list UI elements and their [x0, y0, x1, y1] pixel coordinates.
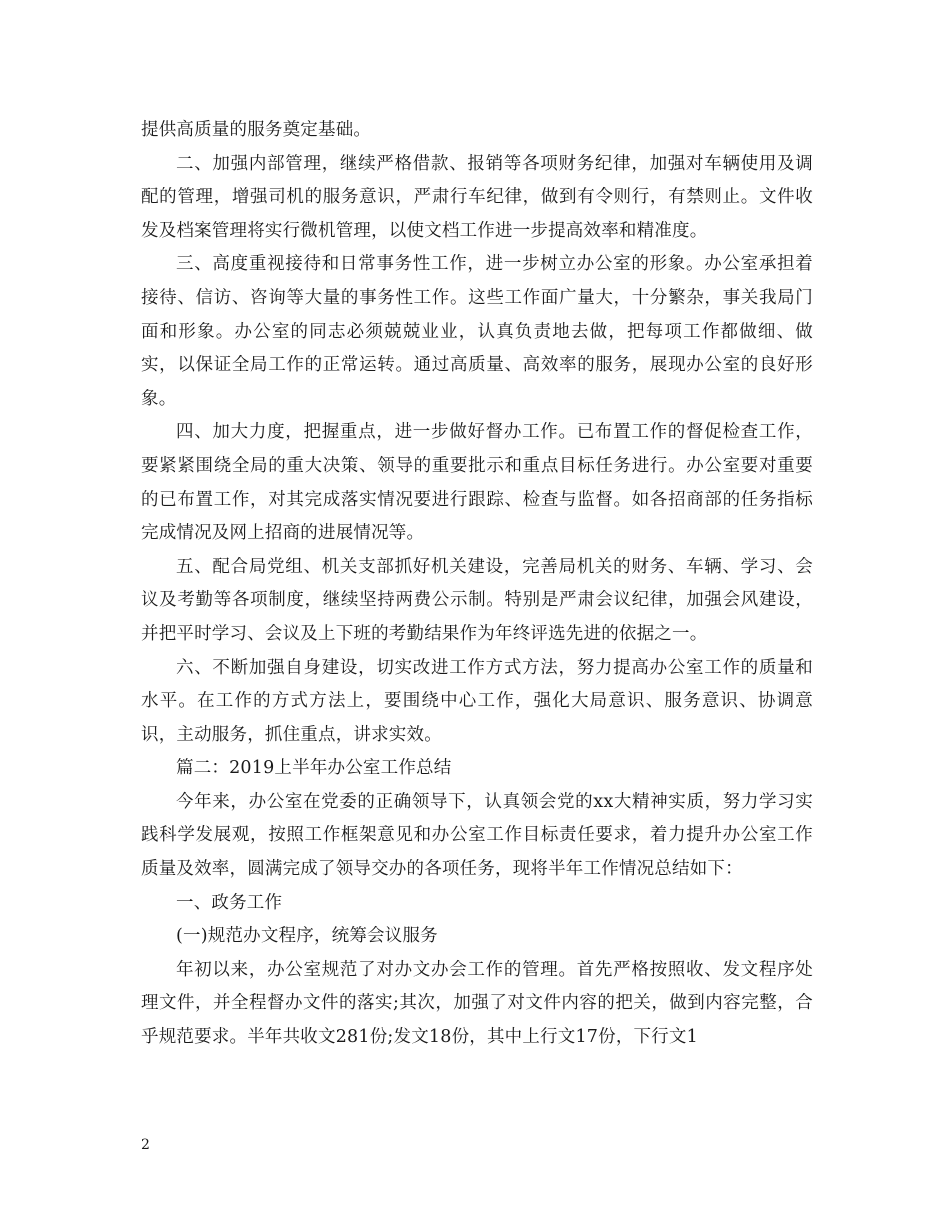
paragraph-item-3: 三、高度重视接待和日常事务性工作，进一步树立办公室的形象。办公室承担着接待、信访、咨询等大量的事务性工作。这些工作面广量大，十分繁杂，事关我局门面和形象。办公室的同志必须兢兢业业，认真负责地去做，把每项工作都做细、做实，以保证全局工作的正常运转。通过高质量、高效率的服务，展现办公室的良好形象。	[141, 254, 813, 409]
intro-paragraph: 今年来，办公室在党委的正确领导下，认真领会党的xx大精神实质，努力学习实践科学发展观，按照工作框架意见和办公室工作目标责任要求，着力提升办公室工作质量及效率，圆满完成了领导交办的各项任务，现将半年工作情况总结如下：	[141, 791, 813, 880]
paragraph-item-5: 五、配合局党组、机关支部抓好机关建设，完善局机关的财务、车辆、学习、会议及考勤等各项制度，继续坚持两费公示制。特别是严肃会议纪律，加强会风建设，并把平时学习、会议及上下班的考勤结果作为年终评选先进的依据之一。	[141, 556, 813, 644]
subheading-government-affairs: 一、政务工作	[176, 892, 283, 913]
paragraph-item-4: 四、加大力度，把握重点，进一步做好督办工作。已布置工作的督促检查工作，要紧紧围绕全局的重大决策、领导的重要批示和重点目标任务进行。办公室要对重要的已布置工作，对其完成落实情况要进行跟踪、检查与监督。如各招商部的任务指标完成情况及网上招商的进展情况等。	[141, 422, 813, 544]
document-body	[141, 114, 813, 1055]
paragraph-item-6: 六、不断加强自身建设，切实改进工作方式方法，努力提高办公室工作的质量和水平。在工作的方式方法上，要围绕中心工作，强化大局意识、服务意识、协调意识，主动服务，抓住重点，讲求实效。	[141, 657, 813, 745]
paragraph-item-2: 二、加强内部管理，继续严格借款、报销等各项财务纪律，加强对车辆使用及调配的管理，增强司机的服务意识，严肃行车纪律，做到有令则行，有禁则止。文件收发及档案管理将实行微机管理，以使文档工作进一步提高效率和精准度。	[141, 153, 813, 241]
paragraph-document-management: 年初以来，办公室规范了对办文办会工作的管理。首先严格按照收、发文程序处理文件，并全程督办文件的落实;其次，加强了对文件内容的把关，做到内容完整，合乎规范要求。半年共收文281份;发文18份，其中上行文17份，下行文1	[141, 959, 813, 1048]
paragraph-continuation: 提供高质量的服务奠定基础。	[141, 120, 372, 140]
section-heading: 篇二：2019上半年办公室工作总结	[176, 758, 452, 779]
page-number: 2	[141, 1137, 150, 1153]
subheading-document-procedures: (一)规范办文程序，统筹会议服务	[176, 926, 438, 947]
